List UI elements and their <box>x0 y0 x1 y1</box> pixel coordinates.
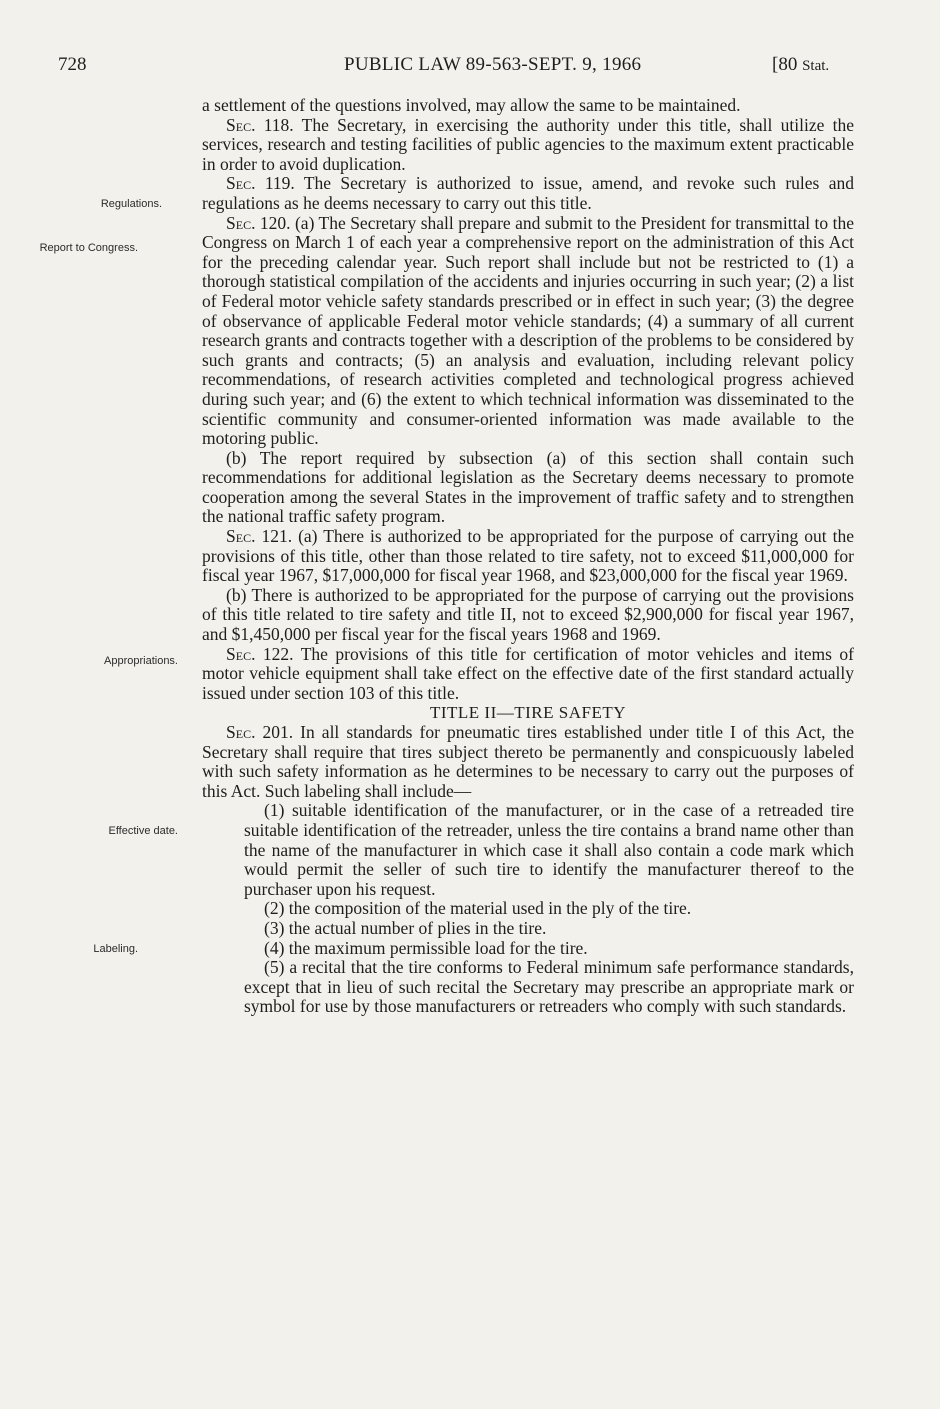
section-label: Sec. 120. <box>226 212 291 233</box>
section-121a <box>202 527 854 586</box>
section-label: Sec. 118. <box>226 114 294 135</box>
section-text: (a) There is authorized to be appropriated for the purpose of carrying out the provisions of this title, other than those related to tire safety, not to exceed $11,000,000 for fiscal year 1967, $17,000,000 for fiscal year 1968, and $23,000,000 for the fiscal year 1969. <box>202 526 854 586</box>
list-item: (1) suitable identification of the manufacturer, or in the case of a retreaded tire suitable identification of the retreader, unless the tire contains a brand name other than the name of the manufacturer in which case it shall also contain a code mark which would permit the seller of such tire to identify the manufacturer thereof to the purchaser upon his request. <box>244 800 854 899</box>
section-label: Sec. 121. <box>226 526 293 547</box>
statute-prefix: [80 <box>772 54 803 75</box>
continuation-paragraph: a settlement of the questions involved, may allow the same to be maintained. <box>202 95 741 115</box>
section-120a <box>202 214 854 449</box>
section-label: Sec. 119. <box>226 173 295 194</box>
section-text: In all standards for pneumatic tires established under title I of this Act, the Secretary shall require that tires subject thereto be permanently and conspicuously labeled with such safety information as he determines to be necessary to carry out the purposes of this Act. Such labeling shall include— <box>202 722 854 801</box>
section-text: The Secretary is authorized to issue, amend, and revoke such rules and regulations as he deems necessary to carry out this title. <box>202 173 854 213</box>
section-120b: (b) The report required by subsection (a) of this section shall contain such recommendations for additional legislation as the Secretary deems necessary to promote cooperation among the several States in the improvement of traffic safety and to strengthen the national traffic safety program. <box>202 447 854 527</box>
section-label: Sec. 201. <box>226 722 294 742</box>
page-header <box>0 54 940 84</box>
title-heading: TITLE II—TIRE SAFETY <box>429 703 627 723</box>
document-body <box>202 96 854 1017</box>
running-title: PUBLIC LAW 89-563-SEPT. 9, 1966 <box>344 54 642 75</box>
section-text: The provisions of this title for certification of motor vehicles and items of motor vehicle equipment shall take effect on the effective date of the first standard actually issued under section 103 of this title. <box>202 643 854 703</box>
section-label: Sec. 122. <box>226 643 294 664</box>
list-item: (2) the composition of the material used in the ply of the tire. <box>264 898 692 919</box>
section-119 <box>202 174 854 213</box>
list-item: (4) the maximum permissible load for the tire. <box>264 937 588 958</box>
section-121b: (b) There is authorized to be appropriated for the purpose of carrying out the provisions of this title related to tire safety and title II, not to exceed $2,900,000 for fiscal year 1967, and $1,450,000 per fiscal year for the fiscal years 1968 and 1969. <box>202 584 854 645</box>
margin-note-labeling: Labeling. <box>93 943 138 955</box>
section-122 <box>202 645 854 704</box>
statute-reference <box>772 54 829 76</box>
section-118 <box>202 116 854 175</box>
labeling-items <box>202 801 854 1017</box>
margin-note-report-to-congress: Report to Congress. <box>39 242 138 254</box>
list-item: (3) the actual number of plies in the tire. <box>264 917 547 938</box>
statute-label: Stat. <box>802 58 830 74</box>
section-text: The Secretary, in exercising the authority under this title, shall utilize the services, research and testing facilities of public agencies to the maximum extent practicable in order to avoid duplication. <box>202 114 855 174</box>
margin-note-appropriations: Appropriations. <box>104 655 178 667</box>
list-item: (5) a recital that the tire conforms to Federal minimum safe performance standards, except that in lieu of such recital the Secretary may prescribe an appropriate mark or symbol for use by those manufacturers or retreaders who comply with such standards. <box>244 957 854 1017</box>
margin-note-regulations: Regulations. <box>100 198 162 210</box>
page-number: 728 <box>58 54 87 75</box>
margin-note-effective-date: Effective date. <box>108 825 178 837</box>
section-text: (a) The Secretary shall prepare and submit to the President for transmittal to the Congress on March 1 of each year a comprehensive report on the administration of this Act for the preceding calendar year. Such report shall include but not be restricted to (1) a thorough statistical compilation of the accidents and injuries occurring in such year; (2) a list of Federal motor vehicle safety standards prescribed or in effect in such year; (3) the degree of observance of applicable Federal motor vehicle standards; (4) a summary of all current research grants and contracts together with a description of the problems to be considered by such grants and contracts; (5) an analysis and evaluation, including relevant policy recommendations, of research activities completed and technological progress achieved during such year; and (6) the extent to which technical information was disseminated to the scientific community and consumer-oriented information was made available to the motoring public. <box>202 212 854 449</box>
section-201 <box>202 723 854 801</box>
